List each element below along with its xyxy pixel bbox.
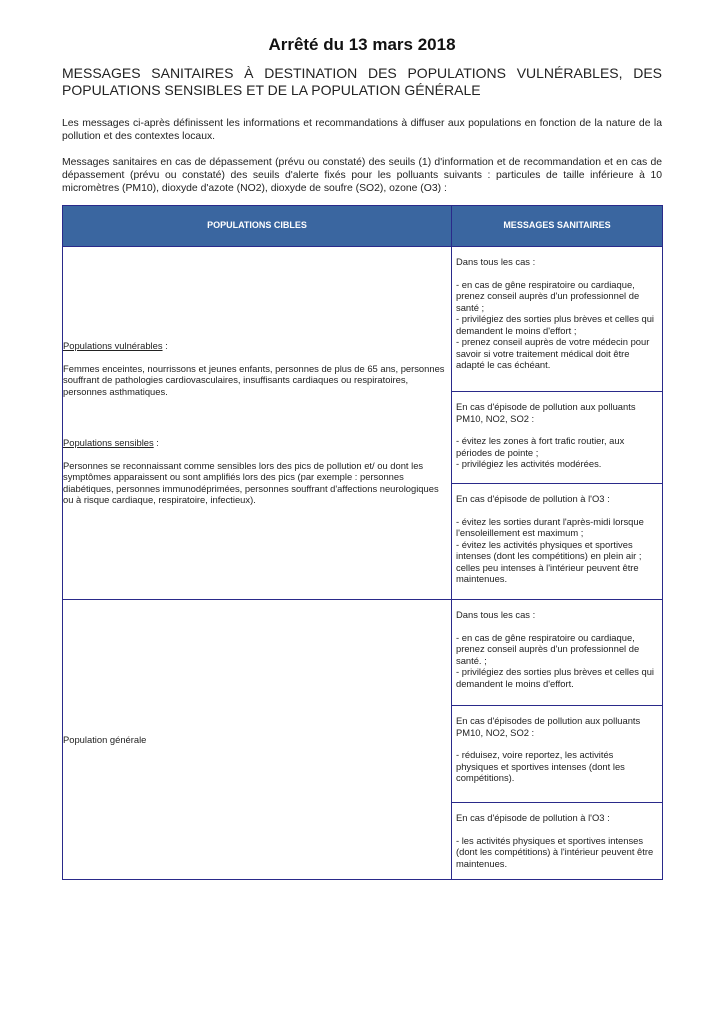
general-population-label: Population générale (63, 733, 147, 745)
document-title: Arrêté du 13 mars 2018 (268, 35, 456, 54)
intro-paragraph: Les messages ci-après définissent les informations et recommandations à diffuser aux populations en fonction de la nature de la pollution et des contextes locaux. (62, 118, 662, 142)
sensitive-heading: Populations sensibles : (63, 437, 159, 449)
table-row-vulnerable-sensitive (63, 247, 663, 600)
messages-cell-vulnerable-sensitive (452, 247, 663, 600)
vulnerable-heading: Populations vulnérables : (63, 340, 168, 352)
message-block-pm10-no2-so2: En cas d'épisode de pollution aux polluants PM10, NO2, SO2 : - évitez les zones à fort trafic routier, aux périodes de pointe ; - privilégiez les activités modérées. (452, 391, 662, 483)
target-cell-general-population (63, 600, 452, 880)
header-target-populations: POPULATIONS CIBLES (63, 206, 452, 247)
sensitive-description: Personnes se reconnaissant comme sensibles lors des pics de pollution et/ ou dont les symptômes apparaissent ou sont amplifiés lors des pics (par exemple : personnes diabétiques, personnes immunodéprimées, personnes souffrant d'affections neurologiques ou à risque cardiaque, respiratoire, infectieux). (63, 459, 439, 506)
message-block-pm10-no2-so2: En cas d'épisodes de pollution aux polluants PM10, NO2, SO2 : - réduisez, voire reportez, les activités physiques et sportives intenses (dont les compétitions). (452, 705, 662, 802)
messages-cell-general-population (452, 600, 663, 880)
health-messages-table (62, 205, 663, 880)
message-block-all-cases: Dans tous les cas : - en cas de gêne respiratoire ou cardiaque, prenez conseil auprès d'un professionnel de santé ; - privilégiez des sorties plus brèves et celles qui demandent le moins d'effort ; - prenez conseil auprès de votre médecin pour savoir si votre traitement médical doit être adapté le cas échéant. (456, 256, 655, 370)
table-header-row (63, 206, 663, 247)
target-cell-vulnerable-sensitive (63, 247, 452, 600)
vulnerable-description: Femmes enceintes, nourrissons et jeunes enfants, personnes de plus de 65 ans, personnes souffrant de pathologies cardiovasculaires, insuffisants cardiaques ou respiratoires, personnes asthmatiques. (63, 362, 445, 397)
message-block-o3: En cas d'épisode de pollution à l'O3 : - évitez les sorties durant l'après-midi lorsque l'ensoleillement est maximum ; - évitez les activités physiques et sportives intenses (dont les compétitions) en plein air ; celles peu intenses à l'intérieur peuvent être maintenues. (452, 483, 662, 599)
document-subtitle: MESSAGES SANITAIRES À DESTINATION DES POPULATIONS VULNÉRABLES, DES POPULATIONS SENSIBLES ET DE LA POPULATION GÉNÉRALE (62, 65, 662, 98)
message-block-o3: En cas d'épisode de pollution à l'O3 : - les activités physiques et sportives intenses (dont les compétitions) à l'intérieur peuvent être maintenues. (452, 802, 662, 879)
header-health-messages: MESSAGES SANITAIRES (452, 206, 663, 247)
scope-paragraph: Messages sanitaires en cas de dépassement (prévu ou constaté) des seuils (1) d'information et de recommandation et en cas de dépassement (prévu ou constaté) des seuils d'alerte fixés pour les polluants suivants : particules de taille inférieure à 10 micromètres (PM10), dioxyde d'azote (NO2), dioxyde de soufre (SO2), ozone (O3) : (62, 157, 662, 194)
table-row-general-population (63, 600, 663, 880)
message-block-all-cases: Dans tous les cas : - en cas de gêne respiratoire ou cardiaque, prenez conseil auprès d'un professionnel de santé. ; - privilégiez des sorties plus brèves et celles qui demandent le moins d'effort. (456, 609, 655, 689)
